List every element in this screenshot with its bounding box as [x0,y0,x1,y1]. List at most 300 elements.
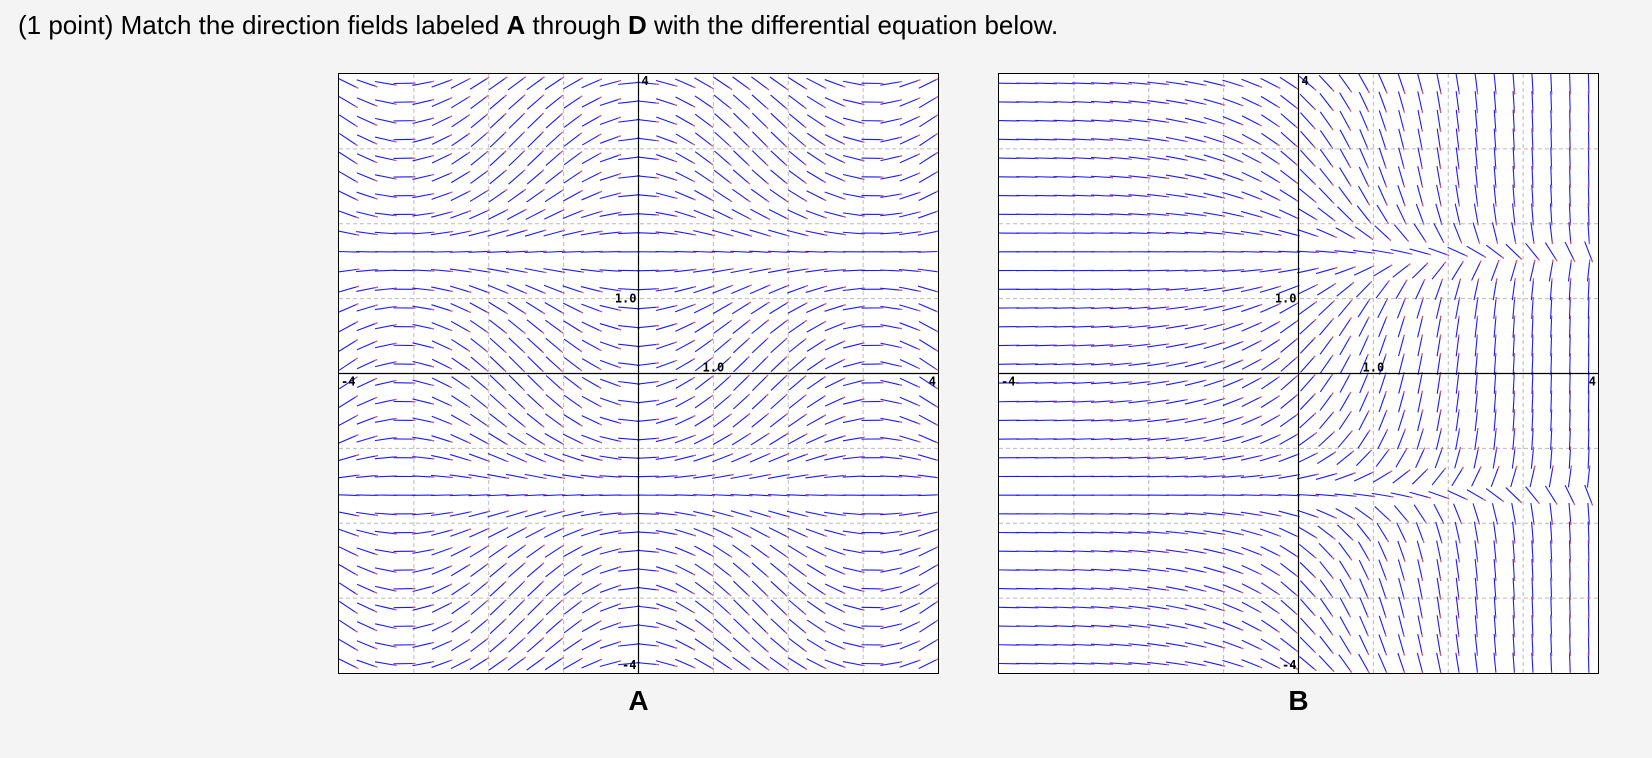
field-a-slope-segment [600,305,621,310]
field-b-slope-segment [1359,317,1369,337]
field-a-slope-tip [804,145,806,147]
field-a-slope-tip [804,126,806,128]
field-b-slope-tip [1222,437,1225,438]
field-b-slope-segment [1414,224,1426,242]
field-a-slope-tip [785,650,787,652]
field-a-slope-tip [692,630,695,631]
field-b-slope-segment [1091,532,1113,533]
field-a-slope-tip [525,272,528,273]
field-a-slope-tip [766,126,768,128]
field-a-slope-tip [581,292,584,293]
field-a-slope-tip [804,631,806,633]
field-a-slope-segment [543,475,565,479]
field-a-slope-segment [564,357,582,370]
field-a-slope-segment [637,382,659,385]
field-a-slope-tip [599,565,602,566]
field-b-slope-segment [1091,663,1113,664]
field-a-slope-segment [637,438,659,440]
field-b-slope-tip [1259,416,1262,417]
field-a-slope-segment [693,251,715,252]
field-a-slope-segment [546,114,563,129]
field-a-slope-segment [919,396,938,408]
field-b-slope-segment [1072,308,1094,309]
field-a-slope-tip [693,667,696,668]
field-b-slope-segment [1185,213,1207,216]
field-b-slope-segment [1492,503,1497,524]
field-b-slope-segment [1393,470,1410,483]
field-b-slope-segment [1035,607,1057,608]
field-b-slope-segment [1166,438,1188,441]
field-b-slope-segment [1280,414,1298,427]
field-a-slope-tip [505,443,508,445]
field-b-slope-segment [1222,80,1243,87]
field-b-slope-segment [1494,540,1496,562]
field-b-slope-segment [1223,379,1243,387]
field-a-slope-tip [523,95,525,97]
field-a-slope-tip [449,405,452,406]
field-b-slope-segment [1570,596,1571,618]
field-b-slope-segment [1300,150,1315,166]
field-a-slope-tip [749,268,752,269]
field-b-slope-tip [1459,540,1460,543]
field-a-slope-tip [431,422,434,423]
field-a-slope-tip [787,235,790,236]
field-b-slope-tip [1422,653,1423,656]
field-a-slope-segment [825,584,845,593]
field-a-slope-segment [825,323,845,331]
field-a-slope-segment [918,231,938,235]
field-b-slope-segment [1128,532,1150,533]
field-b-slope-segment [1378,654,1387,673]
field-a-slope-segment [731,453,751,462]
field-a-slope-segment [339,659,358,669]
field-a-slope-tip [486,425,488,427]
field-a-slope-tip [523,170,525,172]
field-a-slope-segment [807,396,825,408]
field-a-slope-segment [656,623,677,630]
field-a-slope-segment [508,413,525,427]
field-a-tick-label-x-unit: 1.0 [702,360,725,375]
field-b-slope-segment [1417,653,1423,673]
field-a-slope-segment [694,78,713,89]
field-b-slope-tip [1222,591,1225,592]
field-a-slope-segment [412,437,434,441]
field-b-slope-segment [1035,663,1057,664]
field-a-slope-segment [919,547,938,557]
field-a-slope-segment [843,605,864,611]
field-b-slope-segment [1241,547,1262,555]
field-a-slope-segment [600,549,621,555]
field-a-slope-tip [692,377,695,379]
field-a-tick-label-y-unit: 1.0 [614,291,637,306]
field-b-slope-tip [1334,236,1337,237]
field-a-slope-segment [843,343,864,348]
field-a-slope-tip [674,161,677,162]
field-b-slope-tip [1241,436,1244,437]
field-b-slope-segment [1091,101,1113,102]
field-a-slope-segment [432,359,452,369]
field-a-slope-segment [431,287,453,292]
field-a-slope-segment [675,172,695,182]
field-a-slope-segment [489,302,508,313]
field-b-slope-segment [1588,166,1589,188]
field-b-slope-tip [1444,468,1446,470]
field-b-slope-tip [1240,611,1243,612]
field-a-slope-segment [749,474,771,478]
field-a-slope-segment [899,232,921,235]
field-b-slope-segment [1241,304,1262,311]
field-b-slope-tip [1422,335,1423,338]
field-a-slope-tip [599,349,602,350]
field-b-slope-tip [1422,391,1423,394]
field-b-slope-segment [1551,615,1552,637]
field-a-slope-segment [675,455,696,460]
field-a-slope-segment [509,95,525,110]
field-b-slope-segment [1166,194,1188,197]
field-a-slope-tip [785,575,787,577]
field-b-slope-segment [1588,316,1589,338]
field-a-slope-tip [618,642,621,643]
field-a-slope-segment [356,512,378,515]
field-a-slope-tip [766,413,768,415]
field-b-slope-segment [1437,615,1440,637]
field-b-slope-segment [1223,622,1243,630]
field-b-slope-segment [1399,391,1405,412]
field-b-slope-tip [1498,466,1499,469]
field-a-slope-segment [432,397,452,406]
field-b-slope-segment [1475,559,1477,581]
field-a-slope-tip [486,407,488,409]
field-b-slope-segment [1570,334,1571,356]
field-a-slope-segment [880,156,901,161]
field-b-slope-segment [1399,148,1405,169]
field-a-slope-segment [825,135,845,145]
field-b-slope-tip [1278,535,1281,536]
field-b-slope-segment [1437,597,1440,619]
field-a-slope-segment [375,568,397,572]
field-b-slope-segment [1281,151,1298,165]
field-b-slope-segment [1242,341,1262,351]
field-a-slope-tip [804,395,806,397]
field-a-slope-tip [918,310,921,311]
field-b-slope-segment [1241,252,1263,253]
field-b-slope-segment [1242,565,1262,574]
field-a-slope-segment [749,251,771,252]
field-a-slope-tip [823,612,825,614]
field-a-slope-segment [656,288,678,291]
field-b-slope-segment [1091,551,1113,552]
field-a-slope-segment [339,396,358,408]
field-a-slope-tip [504,95,506,97]
field-a-slope-tip [711,414,714,416]
field-a-slope-tip [767,302,770,304]
field-a-slope-segment [900,378,920,387]
field-a-slope-segment [843,549,865,553]
field-a-slope-tip [729,357,731,359]
field-b-tick-label-y-unit: 1.0 [1274,291,1297,306]
field-a-slope-segment [789,170,807,183]
field-b-slope-tip [1386,316,1387,319]
field-a-slope-segment [637,307,659,309]
field-a-slope-tip [785,145,787,147]
field-a-slope-segment [750,511,771,517]
field-a-slope-segment [543,269,565,273]
field-b-slope-tip [1314,576,1316,578]
field-b-slope-segment [1379,578,1386,599]
field-a-slope-segment [339,78,358,88]
field-a-slope-tip [505,312,508,314]
field-b-slope-segment [1072,102,1094,103]
field-b-slope-segment [1128,457,1150,458]
field-a-slope-segment [751,189,769,202]
field-b-slope-tip [1422,615,1423,618]
field-a-slope-tip [468,171,471,173]
field-b-slope-tip [1203,665,1206,666]
field-a-slope-segment [789,320,807,332]
field-b-slope-tip [1332,89,1334,91]
field-a-slope-segment [544,511,565,517]
field-b-slope-tip [1315,516,1318,517]
field-a-slope-segment [508,189,526,202]
field-b-slope-segment [1570,129,1571,151]
field-a-slope-segment [525,251,547,252]
field-b-slope-segment [1223,417,1244,424]
field-a-slope-tip [767,536,770,537]
field-a-slope-tip [935,406,938,408]
field-b-slope-segment [1128,195,1150,197]
field-a-slope-tip [504,170,506,172]
field-a-slope-segment [752,132,768,148]
field-b-slope-segment [1260,269,1282,272]
field-b-slope-segment [1320,355,1333,373]
field-a-slope-tip [935,369,937,371]
field-a-slope-segment [339,601,357,613]
field-a-slope-segment [468,495,490,496]
field-b-slope-tip [1314,413,1316,415]
field-a-slope-tip [917,173,920,174]
field-a-slope-tip [747,145,749,147]
field-a-slope-segment [770,77,788,90]
field-a-slope-tip [355,593,358,595]
field-a-slope-segment [676,602,695,613]
field-a-slope-segment [471,564,489,577]
field-a-slope-tip [823,321,826,322]
field-b-slope-segment [1223,117,1243,125]
field-a-slope-segment [714,582,731,596]
field-b-slope-segment [1570,353,1571,375]
field-a-slope-segment [880,81,902,85]
field-a-slope-tip [579,152,581,154]
field-b-slope-segment [1035,326,1057,327]
direction-field-a-plot [339,74,938,673]
field-b-slope-segment [1035,102,1057,103]
field-a-slope-segment [899,530,920,535]
field-b-slope-tip [1222,379,1225,380]
field-b-slope-segment [1035,551,1057,552]
field-b-slope-tip [1278,555,1281,556]
field-b-slope-segment [1337,207,1353,222]
field-a-slope-segment [733,170,750,184]
field-a-slope-tip [618,99,621,100]
field-b-slope-tip [1385,147,1386,150]
field-b-slope-tip [1240,143,1243,144]
field-b-slope-tip [1222,216,1225,217]
field-b-slope-tip [1422,166,1423,169]
field-b-slope-segment [1340,93,1351,112]
field-b-slope-segment [1397,298,1405,318]
field-b-slope-segment [1279,210,1299,219]
field-a-slope-tip [485,132,487,134]
field-b-slope-tip [1403,129,1404,132]
field-a-slope-tip [374,105,377,106]
field-a-slope-tip [805,516,808,517]
field-b-slope-segment [1242,621,1262,631]
field-a-slope-tip [618,136,621,137]
field-b-slope-segment [1091,157,1113,159]
field-a-slope-tip [767,433,770,435]
field-a-slope-segment [880,550,902,554]
field-b-slope-segment [1570,634,1571,656]
field-b-slope-segment [1432,468,1446,485]
field-b-slope-segment [1072,420,1094,421]
field-b-slope-tip [1367,577,1368,580]
field-a-slope-segment [528,356,544,371]
field-a-slope-tip [767,200,769,202]
field-b-slope-segment [1532,409,1533,431]
field-a-slope-segment [880,194,902,198]
field-a-slope-tip [522,132,524,134]
field-a-slope-segment [843,288,865,290]
field-b-slope-segment [1280,638,1297,652]
field-b-slope-segment [1110,138,1132,140]
field-a-slope-segment [637,606,659,609]
direction-field-b-label: B [1288,685,1309,716]
field-a-slope-tip [692,181,695,182]
field-b-slope-segment [1398,185,1405,206]
field-a-slope-tip [711,339,713,341]
field-b-slope-segment [1373,265,1392,276]
field-a-slope-tip [394,362,397,363]
field-a-slope-tip [541,407,543,409]
field-a-slope-segment [432,98,452,107]
field-b-slope-segment [1474,204,1478,226]
field-b-tick-label-y-min: -4 [1282,658,1297,672]
field-b-slope-segment [1569,522,1570,544]
field-b-slope-segment [1204,99,1225,105]
field-b-slope-segment [1128,270,1150,271]
field-a-slope-tip [355,612,357,614]
field-a-slope-segment [899,548,920,555]
field-a-slope-segment [490,132,506,147]
field-a-slope-tip [804,668,807,670]
field-a-slope-segment [637,214,659,215]
field-a-slope-tip [486,658,489,660]
field-b-slope-segment [1359,92,1368,112]
field-b-slope-segment [1397,429,1405,449]
field-a-slope-segment [562,231,583,236]
field-b-slope-segment [1379,335,1386,356]
field-b-slope-tip [1333,537,1335,539]
field-a-slope-segment [468,251,490,252]
field-b-slope-segment [1456,110,1459,132]
field-b-slope-segment [1360,148,1369,168]
field-a-slope-segment [450,529,471,537]
field-b-slope-tip [1480,261,1481,264]
field-a-slope-segment [582,134,601,145]
field-b-slope-segment [1353,494,1375,497]
field-a-slope-tip [785,88,787,90]
field-b-slope-segment [1569,203,1570,225]
field-a-slope-tip [542,189,544,191]
field-b-slope-segment [1203,213,1225,217]
field-b-slope-tip [1295,594,1297,596]
field-b-slope-segment [1475,334,1477,356]
field-a-slope-segment [880,399,902,404]
field-a-slope-segment [525,268,547,272]
field-a-slope-tip [766,164,768,166]
field-a-slope-tip [450,291,453,292]
field-b-slope-tip [1222,142,1225,143]
field-b-slope-tip [1350,90,1352,92]
field-a-slope-tip [935,115,938,117]
field-b-slope-segment [1203,531,1225,535]
field-b-slope-segment [1147,532,1169,534]
field-a-slope-tip [543,230,546,231]
field-b-slope-tip [1278,435,1281,436]
field-a-slope-segment [339,435,358,444]
field-a-slope-tip [356,286,359,287]
field-b-slope-tip [1203,179,1206,180]
field-b-slope-segment [1016,139,1038,140]
field-a-slope-segment [695,171,713,183]
field-b-slope-segment [1398,74,1405,94]
field-a-slope-tip [711,649,713,651]
field-a-slope-segment [600,585,621,592]
field-a-slope-segment [787,251,809,252]
field-a-slope-segment [714,414,732,427]
field-b-slope-tip [1390,471,1393,473]
field-a-slope-tip [449,135,452,136]
field-a-slope-tip [862,179,865,180]
field-a-slope-segment [824,252,846,253]
field-b-slope-segment [1372,250,1394,254]
field-b-slope-segment [1298,209,1317,220]
field-a-slope-tip [449,621,452,622]
field-a-slope-segment [450,455,471,461]
field-a-slope-segment [506,511,527,517]
field-a-slope-segment [489,433,508,444]
field-a-slope-segment [490,357,506,372]
field-b-slope-tip [1423,222,1424,225]
field-b-slope-tip [1403,634,1404,637]
field-b-slope-segment [1319,188,1334,204]
field-a-slope-segment [564,321,583,333]
field-a-slope-segment [432,584,452,593]
field-a-slope-segment [918,286,938,292]
field-a-slope-tip [560,600,562,602]
field-a-slope-segment [618,644,640,646]
field-a-slope-tip [561,95,563,97]
field-b-slope-segment [1072,83,1094,84]
field-b-slope-segment [1204,136,1225,143]
field-a-slope-segment [899,270,921,272]
field-a-slope-segment [637,326,659,328]
field-b-slope-segment [1475,91,1477,113]
field-a-slope-tip [674,629,677,630]
field-a-slope-tip [467,387,469,389]
field-b-slope-tip [1222,324,1225,325]
field-a-slope-tip [505,209,508,210]
